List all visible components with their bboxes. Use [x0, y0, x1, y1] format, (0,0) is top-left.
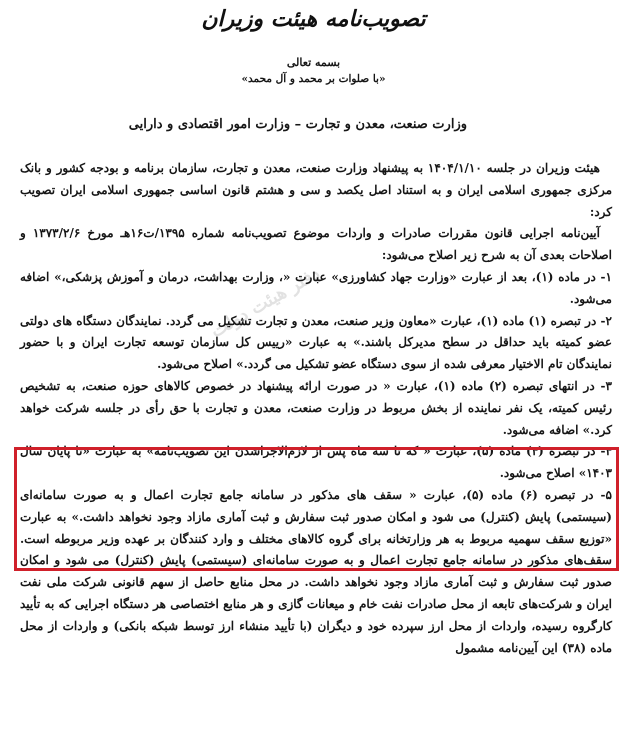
- clause-2: ۲- در تبصره (۱) ماده (۱)، عبارت «معاون وزیر صنعت، معدن و تجارت تشکیل می گردد. نمایندگان دستگاه های دولتی عضو کمیته باید حداقل در سطح مدیرکل باشند.» به عبارت «رییس کل سازمان توسعه تجارت ایران و با حضور نمایندگان تام الاختیار معرفی شده از سوی دستگاه عضو تشکیل می گردد.» اصلاح می‌شود.: [20, 313, 612, 372]
- document-body: [20, 158, 612, 659]
- document-title: تصویب‌نامه هیئت وزیران: [201, 6, 426, 32]
- amendment-intro-paragraph: آیین‌نامه اجرایی قانون مقررات صادرات و واردات موضوع تصویب‌نامه شماره ۱۳۹۵/ت۱۶هـ مورخ ۱۳۷۳/۲/۶ و اصلاحات بعدی آن به شرح زیر اصلاح می‌شود:: [20, 226, 612, 263]
- addressees: وزارت صنعت، معدن و تجارت – وزارت امور اقتصادی و دارایی: [128, 117, 467, 132]
- clause-5: ۵- در تبصره (۶) ماده (۵)، عبارت « سقف های مذکور در سامانه جامع تجارت اعمال و به صورت سامانه‌ای (سیستمی) پایش (کنترل) می شود و امکان صدور ثبت سفارش و ثبت آماری مازاد وجود نخواهد داشت.» به عبارت «توزیع سقف سهمیه مربوط به هر وزارتخانه برای گروه کالاهای مختلف و وارد کنندگان بر عهده وزیر مربوطه است. سقف‌های مذکور در سامانه جامع تجارت اعمال و به صورت سامانه‌ای (سیستمی) پایش (کنترل) می شود و امکان صدور ثبت سفارش و ثبت آماری مازاد وجود نخواهد داشت. در محل منابع حاصل از سهم قانونی شرکت ملی نفت ایران و شرکت‌های تابعه از محل صادرات نفت خام و میعانات گازی و هر منابع اختصاصی هر دستگاه اجرایی که به تأیید کارگروه رسیده، واردات از محل ارز سپرده خود و دیگران (با تأیید منشاء ارز توسط شبکه بانکی) و واردات از محل ماده (۳۸) این آیین‌نامه مشمول: [20, 487, 612, 655]
- salutation: «با صلوات بر محمد و آل محمد»: [241, 73, 386, 85]
- clause-1: ۱- در ماده (۱)، بعد از عبارت «وزارت جهاد کشاورزی» عبارت «، وزارت بهداشت، درمان و آموزش پزشکی،» اضافه می‌شود.: [20, 269, 612, 306]
- clause-4: ۴- در تبصره (۴) ماده (۵)، عبارت « که تا سه ماه پس از لازم‌الاجراشدن این تصویب‌نامه» به عبارت «تا پایان سال ۱۴۰۳» اصلاح می‌شود.: [20, 444, 612, 481]
- clause-3: ۳- در انتهای تبصره (۲) ماده (۱)، عبارت « در صورت ارائه پیشنهاد در خصوص کالاهای حوزه صنعت، به تشخیص رئیس کمیته، یک نفر نماینده از بخش مربوط در وزارت صنعت، معدن و تجارت با حق رأی در جلسه شرکت خواهد کرد.» اضافه می‌شود.: [20, 378, 613, 437]
- watermark-stamp: دفتر هیئت دولت: [206, 262, 324, 343]
- preamble-paragraph: هیئت وزیران در جلسه ۱۴۰۴/۱/۱۰ به پیشنهاد وزارت صنعت، معدن و تجارت، سازمان برنامه و بودجه کشور و بانک مرکزی جمهوری اسلامی ایران و به استناد اصل یکصد و سی و هشتم قانون اساسی جمهوری اسلامی ایران تصویب کرد:: [20, 161, 612, 219]
- bismillah: بسمه تعالی: [286, 56, 341, 69]
